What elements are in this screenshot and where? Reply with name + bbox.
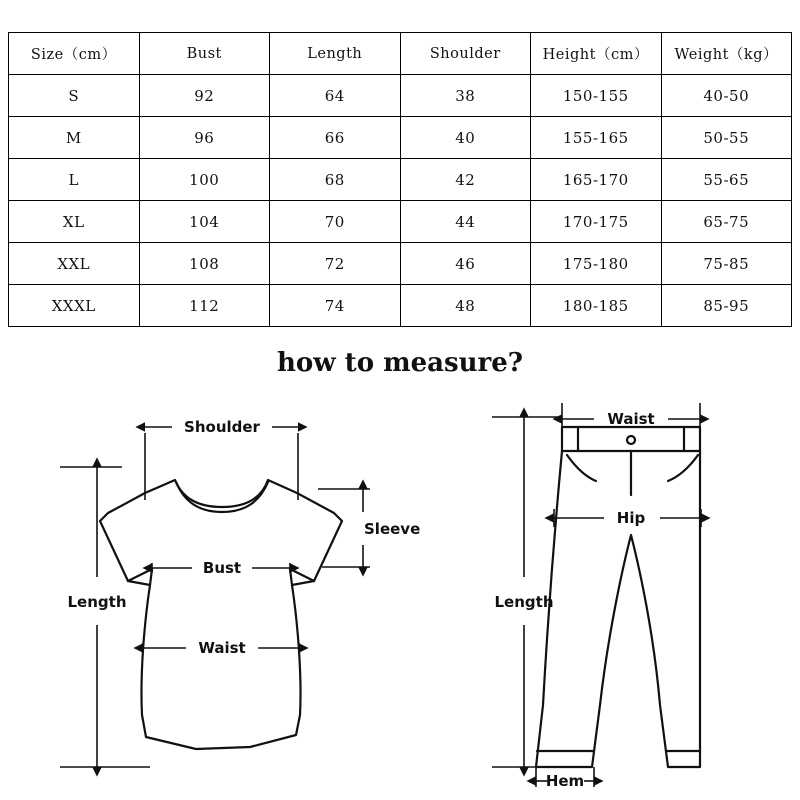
size-chart-table	[8, 32, 792, 327]
cell-bust: 104	[139, 201, 270, 243]
cell-length: 72	[270, 243, 401, 285]
cell-shoulder: 48	[400, 285, 531, 327]
cell-weight: 50-55	[661, 117, 792, 159]
cell-length: 70	[270, 201, 401, 243]
cell-weight: 65-75	[661, 201, 792, 243]
cell-size: M	[9, 117, 140, 159]
cell-bust: 96	[139, 117, 270, 159]
cell-shoulder: 44	[400, 201, 531, 243]
table-body	[9, 75, 792, 327]
cell-weight: 85-95	[661, 285, 792, 327]
table-row	[9, 201, 792, 243]
table-header-row	[9, 33, 792, 75]
cell-length: 68	[270, 159, 401, 201]
label-length-pants: Length	[494, 593, 554, 611]
cell-size: S	[9, 75, 140, 117]
cell-bust: 100	[139, 159, 270, 201]
shoulder-measure-line	[145, 427, 298, 500]
table-header	[9, 33, 792, 75]
label-hem: Hem	[545, 772, 585, 790]
table-row	[9, 117, 792, 159]
cell-shoulder: 38	[400, 75, 531, 117]
cell-size: XXL	[9, 243, 140, 285]
cell-weight: 55-65	[661, 159, 792, 201]
label-sleeve: Sleeve	[364, 520, 421, 538]
column-header-shoulder: Shoulder	[400, 33, 531, 75]
cell-height: 180-185	[531, 285, 662, 327]
table-row	[9, 285, 792, 327]
cell-size: L	[9, 159, 140, 201]
label-length-top: Length	[67, 593, 127, 611]
cell-length: 64	[270, 75, 401, 117]
t-shirt-diagram	[100, 480, 342, 749]
cell-shoulder: 42	[400, 159, 531, 201]
pants-diagram	[536, 427, 700, 767]
page-title: how to measure?	[277, 348, 523, 378]
measurement-diagrams	[0, 385, 800, 800]
column-header-length: Length	[270, 33, 401, 75]
cell-shoulder: 46	[400, 243, 531, 285]
label-hip: Hip	[616, 509, 646, 527]
label-shoulder: Shoulder	[184, 418, 260, 436]
table-row	[9, 75, 792, 117]
table-row	[9, 243, 792, 285]
table-row	[9, 159, 792, 201]
label-waist-top: Waist	[198, 639, 246, 657]
cell-size: XL	[9, 201, 140, 243]
column-header-weight: Weight（kg）	[661, 33, 792, 75]
cell-height: 165-170	[531, 159, 662, 201]
cell-height: 175-180	[531, 243, 662, 285]
label-waist-pants: Waist	[607, 410, 655, 428]
cell-bust: 92	[139, 75, 270, 117]
column-header-size: Size（cm）	[9, 33, 140, 75]
cell-length: 74	[270, 285, 401, 327]
cell-height: 150-155	[531, 75, 662, 117]
cell-bust: 112	[139, 285, 270, 327]
length-measure-line-top	[60, 467, 150, 767]
cell-weight: 40-50	[661, 75, 792, 117]
label-bust: Bust	[202, 559, 242, 577]
cell-height: 170-175	[531, 201, 662, 243]
cell-bust: 108	[139, 243, 270, 285]
cell-size: XXXL	[9, 285, 140, 327]
column-header-height: Height（cm）	[531, 33, 662, 75]
cell-weight: 75-85	[661, 243, 792, 285]
column-header-bust: Bust	[139, 33, 270, 75]
cell-length: 66	[270, 117, 401, 159]
cell-height: 155-165	[531, 117, 662, 159]
cell-shoulder: 40	[400, 117, 531, 159]
